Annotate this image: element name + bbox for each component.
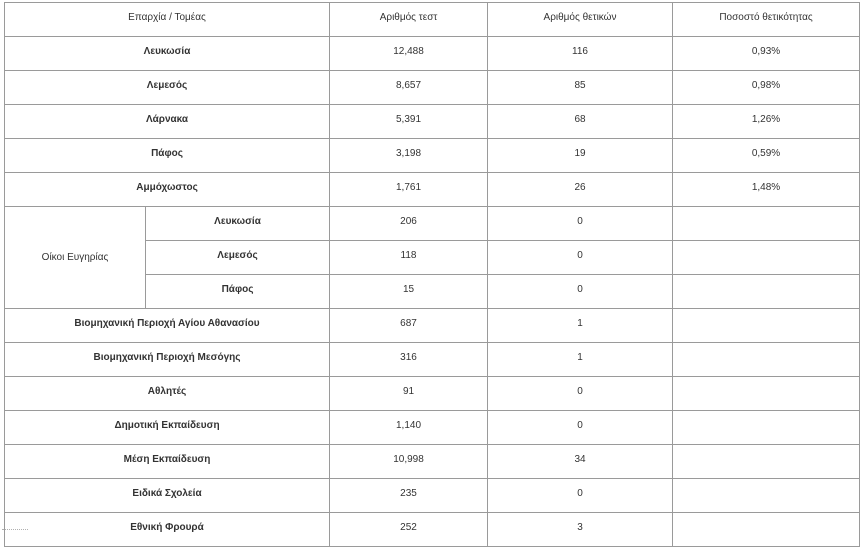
positives-cell: 68: [488, 105, 673, 139]
positives-cell: 116: [488, 37, 673, 71]
tests-cell: 8,657: [330, 71, 488, 105]
rate-cell: 1,48%: [673, 173, 860, 207]
positives-cell: 1: [488, 309, 673, 343]
positives-cell: 85: [488, 71, 673, 105]
table-row: [5, 173, 860, 207]
rate-cell: [673, 377, 860, 411]
tests-cell: 1,761: [330, 173, 488, 207]
tests-cell: 5,391: [330, 105, 488, 139]
header-positives: Αριθμός θετικών: [488, 3, 673, 37]
positives-cell: 0: [488, 411, 673, 445]
table-row: [5, 479, 860, 513]
tests-cell: 12,488: [330, 37, 488, 71]
table-row: [5, 343, 860, 377]
positives-cell: 34: [488, 445, 673, 479]
row-label: Αθλητές: [5, 377, 330, 411]
table-row: [5, 71, 860, 105]
row-label: Λάρνακα: [5, 105, 330, 139]
table-row: [5, 105, 860, 139]
table-row: [5, 377, 860, 411]
tests-cell: 118: [330, 241, 488, 275]
rate-cell: [673, 479, 860, 513]
tests-cell: 3,198: [330, 139, 488, 173]
rate-cell: [673, 343, 860, 377]
rate-cell: [673, 513, 860, 547]
positives-cell: 19: [488, 139, 673, 173]
tests-cell: 316: [330, 343, 488, 377]
row-label: Ειδικά Σχολεία: [5, 479, 330, 513]
positives-cell: 0: [488, 275, 673, 309]
table-header-row: [5, 3, 860, 37]
rate-cell: [673, 241, 860, 275]
tests-cell: 235: [330, 479, 488, 513]
row-label: Αμμόχωστος: [5, 173, 330, 207]
care-homes-label: Οίκοι Ευγηρίας: [5, 207, 146, 309]
positives-cell: 0: [488, 377, 673, 411]
row-label: Λευκωσία: [5, 37, 330, 71]
table-row: [5, 37, 860, 71]
table-row: [5, 445, 860, 479]
positives-cell: 0: [488, 207, 673, 241]
table-row: [5, 207, 860, 241]
tests-cell: 206: [330, 207, 488, 241]
tests-cell: 687: [330, 309, 488, 343]
positives-cell: 3: [488, 513, 673, 547]
header-district: Επαρχία / Τομέας: [5, 3, 330, 37]
row-sublabel: Λεμεσός: [146, 241, 330, 275]
tests-cell: 15: [330, 275, 488, 309]
rate-cell: 0,93%: [673, 37, 860, 71]
rate-cell: [673, 411, 860, 445]
results-table-container: [4, 2, 860, 547]
header-rate: Ποσοστό θετικότητας: [673, 3, 860, 37]
footer-divider: [2, 529, 28, 533]
table-row: [5, 513, 860, 547]
row-sublabel: Λευκωσία: [146, 207, 330, 241]
row-label: Λεμεσός: [5, 71, 330, 105]
tests-cell: 91: [330, 377, 488, 411]
header-tests: Αριθμός τεστ: [330, 3, 488, 37]
positives-cell: 1: [488, 343, 673, 377]
row-sublabel: Πάφος: [146, 275, 330, 309]
positives-cell: 0: [488, 241, 673, 275]
rate-cell: 0,59%: [673, 139, 860, 173]
row-label: Βιομηχανική Περιοχή Μεσόγης: [5, 343, 330, 377]
table-row: [5, 411, 860, 445]
row-label: Εθνική Φρουρά: [5, 513, 330, 547]
table-row: [5, 139, 860, 173]
row-label: Μέση Εκπαίδευση: [5, 445, 330, 479]
row-label: Δημοτική Εκπαίδευση: [5, 411, 330, 445]
row-label: Πάφος: [5, 139, 330, 173]
rate-cell: [673, 445, 860, 479]
tests-cell: 1,140: [330, 411, 488, 445]
positives-cell: 26: [488, 173, 673, 207]
rate-cell: 1,26%: [673, 105, 860, 139]
rate-cell: [673, 309, 860, 343]
tests-cell: 10,998: [330, 445, 488, 479]
table-row: [5, 309, 860, 343]
rate-cell: [673, 207, 860, 241]
results-table: [4, 2, 860, 547]
row-label: Βιομηχανική Περιοχή Αγίου Αθανασίου: [5, 309, 330, 343]
rate-cell: [673, 275, 860, 309]
tests-cell: 252: [330, 513, 488, 547]
positives-cell: 0: [488, 479, 673, 513]
rate-cell: 0,98%: [673, 71, 860, 105]
